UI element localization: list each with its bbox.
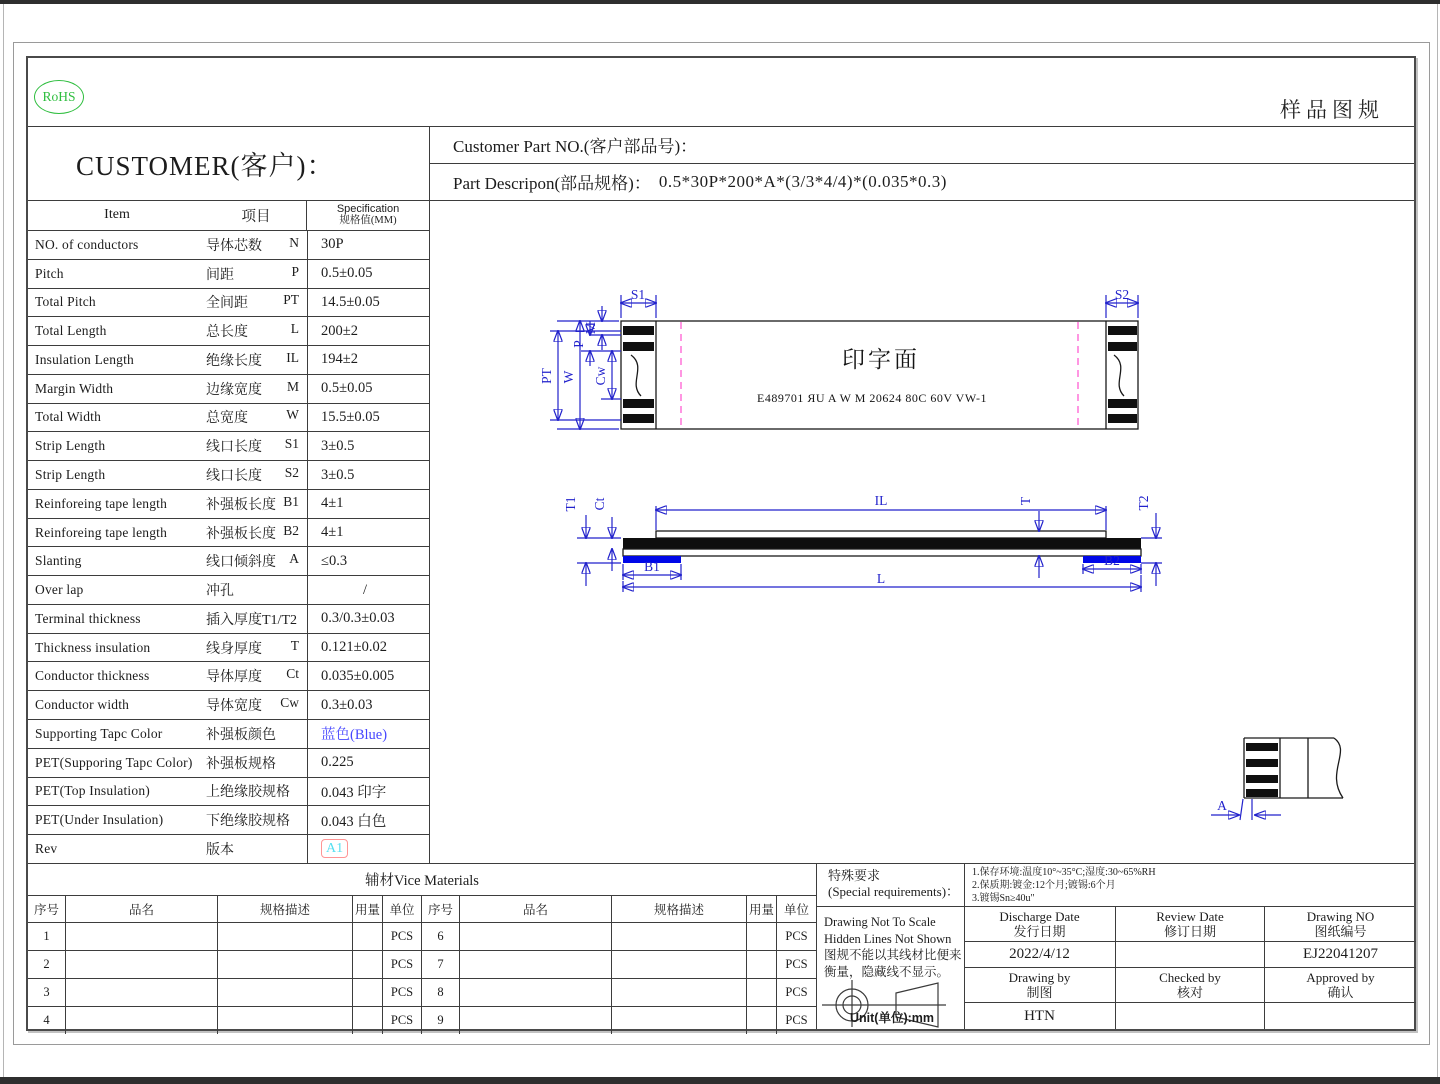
drawing-by-value: HTN bbox=[964, 1002, 1115, 1029]
spec-row bbox=[28, 805, 429, 834]
spec-row bbox=[28, 374, 429, 403]
v-name bbox=[66, 951, 218, 978]
part-desc-label: Part Descripon(部品规格)： bbox=[453, 174, 651, 193]
checked-by-header: Checked by 核对 bbox=[1115, 967, 1264, 1002]
dim-p: P bbox=[571, 340, 586, 348]
spec-cn: 总长度 L bbox=[206, 321, 299, 341]
spec-cn: 上绝缘胶规格 bbox=[206, 785, 290, 801]
spec-row bbox=[28, 518, 429, 547]
spec-row bbox=[28, 690, 429, 719]
spec-cn: 线口长度 S1 bbox=[206, 436, 299, 456]
spec-cn: 下绝缘胶规格 bbox=[206, 814, 290, 830]
spec-row bbox=[28, 403, 429, 432]
spec-en: Total Length bbox=[35, 323, 107, 339]
rohs-label: RoHS bbox=[42, 89, 76, 104]
v-qty bbox=[747, 951, 777, 978]
v-no: 2 bbox=[28, 951, 66, 978]
vice-materials-title: 辅材Vice Materials bbox=[28, 863, 816, 896]
spec-en: Pitch bbox=[35, 265, 64, 281]
v-desc bbox=[218, 979, 353, 1006]
spec-val: ≤0.3 bbox=[307, 547, 429, 575]
dim-t2: T2 bbox=[1136, 495, 1151, 511]
dim-m: M bbox=[583, 321, 598, 335]
v-qty bbox=[747, 979, 777, 1006]
spec-cn: 版本 bbox=[206, 842, 234, 858]
v-desc bbox=[612, 951, 747, 978]
drawing-sheet bbox=[26, 56, 1416, 1031]
note-line: 2.保质期:镀金:12个月;镀锡:6个月 bbox=[972, 880, 1116, 891]
print-face-label: 印字面 bbox=[842, 347, 920, 372]
v-no: 7 bbox=[422, 951, 460, 978]
spec-en: Conductor thickness bbox=[35, 668, 150, 684]
dim-ct: Ct bbox=[592, 497, 607, 511]
col-spec bbox=[306, 200, 429, 230]
v-name bbox=[66, 923, 218, 950]
left-edge-line bbox=[3, 4, 4, 1077]
spec-val: 4±1 bbox=[307, 490, 429, 518]
v-name bbox=[66, 979, 218, 1006]
v-no: 9 bbox=[422, 1007, 460, 1034]
vh-desc: 规格描述 bbox=[218, 896, 353, 922]
spec-val: 0.3/0.3±0.03 bbox=[307, 605, 429, 633]
spec-cn: 线口长度 S2 bbox=[206, 465, 299, 484]
spec-en: Over lap bbox=[35, 582, 84, 598]
spec-row bbox=[28, 316, 429, 345]
part-desc-value: 0.5*30P*200*A*(3/3*4/4)*(0.035*0.3) bbox=[658, 171, 947, 191]
vh-no: 序号 bbox=[28, 896, 66, 922]
spec-val: 0.5±0.05 bbox=[307, 260, 429, 288]
spec-val: 0.035±0.005 bbox=[307, 662, 429, 690]
spec-en: Conductor width bbox=[35, 697, 130, 713]
col-spec-cn: 规格值(MM) bbox=[339, 215, 397, 227]
spec-row bbox=[28, 345, 429, 374]
spec-val: 15.5±0.05 bbox=[307, 404, 429, 432]
v-name bbox=[460, 1007, 612, 1034]
special-req-en: (Special requirements)： bbox=[828, 884, 960, 899]
spec-cn: 插入厚度T1/T2 bbox=[206, 612, 297, 628]
spec-en: NO. of conductors bbox=[35, 236, 139, 252]
spec-cn: 导体芯数 N bbox=[206, 234, 299, 254]
v-unit: PCS bbox=[383, 951, 422, 978]
spec-val: 0.043 白色 bbox=[307, 806, 429, 834]
approved-by-header: Approved by 确认 bbox=[1264, 967, 1416, 1002]
vice-row bbox=[28, 979, 816, 1007]
spec-en: Total Pitch bbox=[35, 294, 96, 310]
spec-val: 0.5±0.05 bbox=[307, 375, 429, 403]
spec-row bbox=[28, 777, 429, 806]
spec-val bbox=[307, 835, 429, 863]
spec-val: 200±2 bbox=[307, 317, 429, 345]
v-qty bbox=[353, 951, 383, 978]
spec-cn: 绝缘长度 IL bbox=[206, 349, 299, 369]
spec-en: Strip Length bbox=[35, 467, 106, 482]
v-unit: PCS bbox=[785, 957, 808, 971]
spec-row bbox=[28, 834, 429, 863]
v-qty bbox=[353, 1007, 383, 1034]
scale-note-cn: 图规不能以其线材比便来 bbox=[824, 948, 962, 962]
vh-unit: 单位 bbox=[383, 896, 422, 922]
scale-note: Drawing Not To Scale bbox=[824, 915, 936, 929]
spec-row bbox=[28, 489, 429, 518]
col-item-cn: 项目 bbox=[241, 208, 271, 225]
dim-pt: PT bbox=[539, 368, 554, 384]
drawing-no-value: EJ22041207 bbox=[1264, 941, 1416, 967]
spec-val: 0.3±0.03 bbox=[307, 691, 429, 719]
spec-val: 3±0.5 bbox=[307, 461, 429, 489]
v-qty bbox=[353, 979, 383, 1006]
spec-en: PET(Supporing Tapc Color) bbox=[35, 754, 193, 770]
spec-val: 0.121±0.02 bbox=[307, 634, 429, 662]
dim-a: A bbox=[1217, 798, 1227, 813]
v-desc bbox=[218, 951, 353, 978]
spec-cn: 补强板规格 bbox=[206, 756, 276, 772]
special-requirements-label bbox=[816, 863, 964, 906]
spec-row bbox=[28, 633, 429, 662]
top-black-bar bbox=[0, 0, 1440, 4]
dim-b2: B2 bbox=[1104, 553, 1120, 568]
v-desc bbox=[612, 923, 747, 950]
spec-row bbox=[28, 546, 429, 575]
spec-en: Thickness insulation bbox=[35, 639, 151, 655]
discharge-date-header: Discharge Date 发行日期 bbox=[999, 908, 1080, 939]
spec-en: Terminal thickness bbox=[35, 610, 141, 626]
spec-en: Reinforeing tape length bbox=[35, 495, 168, 511]
spec-cn: 导体厚度 Ct bbox=[206, 666, 299, 686]
top-view bbox=[539, 287, 1138, 429]
vice-materials-table bbox=[28, 863, 816, 1029]
vice-materials-header bbox=[28, 896, 816, 923]
ul-marking: E489701 ЯU A W M 20624 80C 60V VW-1 bbox=[757, 391, 987, 405]
dim-s2: S2 bbox=[1114, 287, 1130, 302]
v-unit: PCS bbox=[785, 929, 808, 943]
dim-s1: S1 bbox=[630, 287, 646, 302]
spec-cn: 全间距 PT bbox=[206, 292, 299, 312]
spec-row bbox=[28, 230, 429, 259]
discharge-date-value: 2022/4/12 bbox=[964, 941, 1115, 967]
v-no: 1 bbox=[28, 923, 66, 950]
v-qty bbox=[353, 923, 383, 950]
v-name bbox=[460, 923, 612, 950]
spec-en: PET(Top Insulation) bbox=[35, 783, 150, 799]
cable-drawing bbox=[429, 200, 1416, 863]
spec-cn: 间距 P bbox=[206, 263, 299, 283]
spec-val: 194±2 bbox=[307, 346, 429, 374]
spec-cn: 边缘宽度 M bbox=[206, 378, 299, 398]
drawing-no-header: Drawing NO 图纸编号 bbox=[1264, 906, 1416, 941]
spec-row bbox=[28, 431, 429, 460]
v-unit: PCS bbox=[383, 979, 422, 1006]
note-line: 1.保存环境:温度10°~35°C;湿度:30~65%RH bbox=[972, 867, 1156, 878]
spec-row bbox=[28, 288, 429, 317]
part-description-row bbox=[429, 163, 1414, 200]
rohs-badge bbox=[34, 80, 84, 114]
sheet-stamp: 样品图规 bbox=[1280, 98, 1384, 122]
spec-row bbox=[28, 661, 429, 690]
rev-badge: A1 bbox=[321, 839, 348, 858]
spec-en: Insulation Length bbox=[35, 351, 135, 367]
v-qty bbox=[747, 1007, 777, 1034]
approved-by-value bbox=[1264, 1002, 1416, 1029]
spec-val: / bbox=[307, 576, 429, 604]
spec-val: 3±0.5 bbox=[307, 432, 429, 460]
bottom-black-bar bbox=[0, 1077, 1440, 1084]
spec-en: Reinforeing tape length bbox=[35, 524, 168, 540]
spec-val: 4±1 bbox=[307, 519, 429, 547]
spec-en: PET(Under Insulation) bbox=[35, 812, 164, 828]
spec-row bbox=[28, 748, 429, 777]
special-requirements-notes bbox=[964, 863, 1416, 906]
dim-l: L bbox=[876, 571, 886, 586]
scale-note-cn: 衡量，隐藏线不显示。 bbox=[824, 964, 950, 979]
dim-cw: Cw bbox=[593, 366, 608, 386]
v-name bbox=[66, 1007, 218, 1034]
review-date-value bbox=[1115, 941, 1264, 967]
v-unit: PCS bbox=[785, 985, 808, 999]
vh-qty: 用量 bbox=[353, 896, 383, 922]
v-desc bbox=[218, 923, 353, 950]
drawing-by-header: Drawing by 制图 bbox=[964, 967, 1115, 1002]
spec-cn: 补强板长度 B1 bbox=[206, 493, 299, 513]
v-desc bbox=[218, 1007, 353, 1034]
v-unit: PCS bbox=[785, 1013, 808, 1027]
special-req-cn: 特殊要求 bbox=[828, 868, 881, 883]
spec-val: 30P bbox=[307, 231, 429, 259]
scale-note: Hidden Lines Not Shown bbox=[824, 931, 952, 946]
spec-en: Supporting Tapc Color bbox=[35, 725, 163, 741]
col-spec-en: Specification bbox=[336, 203, 400, 216]
spec-val: 14.5±0.05 bbox=[307, 289, 429, 317]
spec-en: Margin Width bbox=[35, 380, 114, 396]
review-date-header: Review Date 修订日期 bbox=[1115, 906, 1264, 941]
drawing-note-cell bbox=[816, 906, 964, 1029]
v-name bbox=[460, 951, 612, 978]
right-edge-line bbox=[1437, 4, 1438, 1077]
v-no: 4 bbox=[28, 1007, 66, 1034]
vh-name: 品名 bbox=[460, 896, 612, 922]
vice-row bbox=[28, 951, 816, 979]
v-name bbox=[460, 979, 612, 1006]
dim-t1: T1 bbox=[563, 496, 578, 512]
dim-il: IL bbox=[874, 493, 888, 508]
vh-no: 序号 bbox=[422, 896, 460, 922]
checked-by-value bbox=[1115, 1002, 1264, 1029]
end-detail bbox=[1211, 738, 1343, 820]
vh-name: 品名 bbox=[66, 896, 218, 922]
vh-unit: 单位 bbox=[783, 903, 809, 917]
dim-t: T bbox=[1018, 496, 1033, 506]
dim-w: W bbox=[561, 370, 576, 384]
unit-label: Unit(单位):mm bbox=[850, 1010, 935, 1025]
v-unit: PCS bbox=[383, 923, 422, 950]
customer-label: CUSTOMER(客户)： bbox=[76, 150, 335, 181]
spec-val: 蓝色(Blue) bbox=[307, 720, 429, 748]
spec-cn: 线口倾斜度 A bbox=[206, 551, 299, 571]
spec-en: Rev bbox=[35, 840, 58, 856]
v-no: 3 bbox=[28, 979, 66, 1006]
v-qty bbox=[747, 923, 777, 950]
spec-row bbox=[28, 719, 429, 748]
v-no: 8 bbox=[422, 979, 460, 1006]
customer-part-no-row bbox=[429, 126, 1414, 163]
note-line: 3.镀锡Sn≥40u" bbox=[972, 893, 1035, 904]
spec-en: Slanting bbox=[35, 553, 82, 569]
spec-val: 0.043 印字 bbox=[307, 778, 429, 806]
v-desc bbox=[612, 1007, 747, 1034]
title-block bbox=[964, 906, 1416, 1029]
spec-row bbox=[28, 259, 429, 288]
side-view bbox=[563, 493, 1162, 592]
spec-cn: 总宽度 W bbox=[206, 407, 299, 427]
vh-qty: 用量 bbox=[747, 896, 777, 922]
spec-cn: 补强板颜色 bbox=[206, 727, 276, 743]
spec-row bbox=[28, 460, 429, 489]
v-desc bbox=[612, 979, 747, 1006]
spec-row bbox=[28, 575, 429, 604]
spec-cn: 导体宽度 Cw bbox=[206, 695, 299, 715]
v-unit: PCS bbox=[383, 1007, 422, 1034]
spec-cn: 线身厚度 T bbox=[206, 637, 299, 657]
spec-table bbox=[28, 200, 429, 863]
spec-val: 0.225 bbox=[307, 749, 429, 777]
spec-cn: 冲孔 bbox=[206, 584, 234, 600]
spec-cn: 补强板长度 B2 bbox=[206, 522, 299, 542]
spec-en: Total Width bbox=[35, 409, 102, 425]
col-item: Item bbox=[104, 207, 130, 222]
spec-en: Strip Length bbox=[35, 438, 106, 454]
spec-row bbox=[28, 604, 429, 633]
spec-table-header bbox=[28, 200, 429, 230]
v-no: 6 bbox=[422, 923, 460, 950]
vice-row bbox=[28, 923, 816, 951]
dim-b1: B1 bbox=[644, 559, 660, 574]
vh-desc: 规格描述 bbox=[612, 896, 747, 922]
part-no-label: Customer Part NO.(客户部品号)： bbox=[453, 137, 698, 156]
vice-row bbox=[28, 1007, 816, 1034]
